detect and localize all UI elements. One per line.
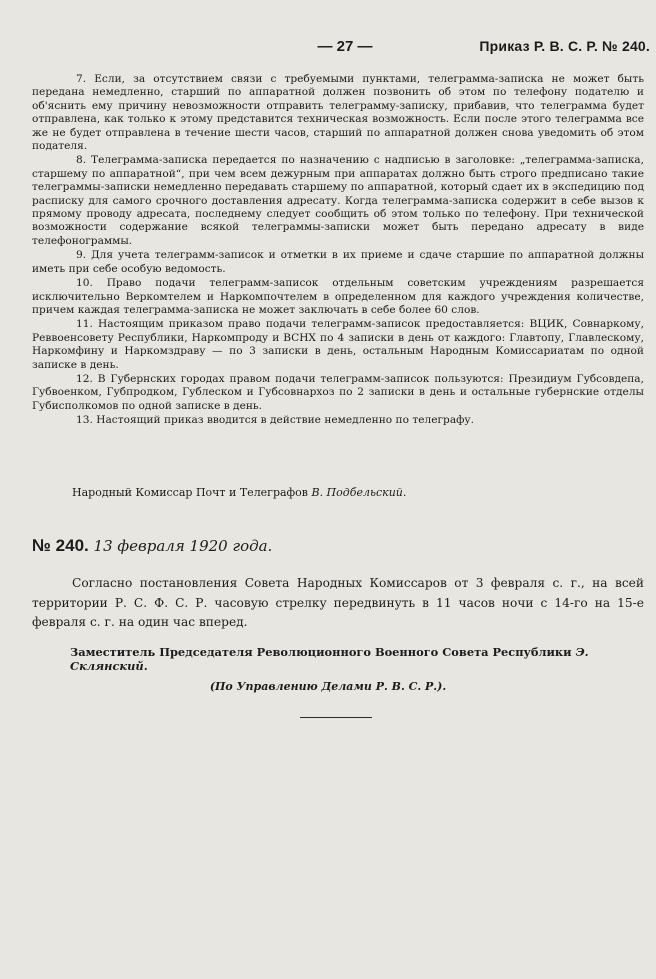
clause-12: 12. В Губернских городах правом подачи телеграмм-записок пользуются: Президиум Губсовдепа, Губвоенком, Губпродком, Гублеском и Губсовнархоз по 2 записки в день и остальные губернские отделы Губисполкомов по одной записке в день. xyxy=(32,372,644,412)
page-header xyxy=(0,38,656,62)
signature-deputy xyxy=(70,645,644,673)
page-number: — 27 — xyxy=(317,38,373,55)
clause-9: 9. Для учета телеграмм-записок и отметки в их приеме и сдаче старшие по аппаратной должны иметь при себе особую ведомость. xyxy=(32,249,644,275)
order-date: 13 февраля 1920 года. xyxy=(93,537,273,555)
signature-name: В. Подбельский. xyxy=(311,486,407,499)
order-reference: Приказ Р. В. С. Р. № 240. xyxy=(479,38,650,54)
closing-rule xyxy=(300,717,372,718)
order-body: Согласно постановления Совета Народных Комиссаров от 3 февраля с. г., на всей территории Р. С. Ф. С. Р. часовую стрелку передвинуть в 11 часов ночи с 14-го на 15-е февраля с. г. на один час вперед. xyxy=(32,576,644,629)
clause-11: 11. Настоящим приказом право подачи телеграмм-записок предоставляется: ВЦИК, Совнаркому, Реввоенсовету Республики, Наркомпроду и ВСНХ по 4 записки в день от каждого: Главтопу, Главлескому, Наркомфину и Наркомздраву — по 3 записки в день, остальным Народным Комиссариатам по одной записке в день. xyxy=(32,318,644,371)
order-number: № 240. xyxy=(32,536,89,555)
clause-8: 8. Телеграмма-записка передается по назначению с надписью в заголовке: „телеграмма-записка, старшему по аппаратной“, при чем всем дежурным при аппаратах должно быть строго предписано такие телеграммы-записки немедленно передавать старшему по аппаратной, который сдает их в экспедицию под расписку для самого срочного доставления адресату. Когда телеграмма-записка содержит в себе вызов к прямому проводу адресата, последнему следует сообщить об этом только по телефону. При технической возможности содержание всякой телеграммы-записки может быть передано адресату в виде телефонограммы. xyxy=(32,154,644,247)
order-heading xyxy=(32,537,632,555)
clause-7: 7. Если, за отсутствием связи с требуемыми пунктами, телеграмма-записка не может быть передана немедленно, старший по аппаратной должен позвонить об этом по телефону подателю и об'яснить ему причину невозможности отправить телеграмму-записку, прибавив, что телеграмма будет отправлена, как только к этому представится техническая возможность. Если после этого телеграмма все же не будет отправлена в течение шести часов, старший по аппаратной должен снова уведомить об этом подателя. xyxy=(32,73,644,153)
signature-name: Э. Склянский. xyxy=(70,645,589,673)
clause-13: 13. Настоящий приказ вводится в действие немедленно по телеграфу. xyxy=(76,414,475,427)
signature-title: Заместитель Председателя Революционного Военного Совета Республики xyxy=(70,645,572,659)
signature-commissar xyxy=(72,486,632,500)
clause-10: 10. Право подачи телеграмм-записок отдельным советским учреждениям разрешается исключительно Веркомтелем и Наркомпочтелем в определенном для каждого учреждения количестве, причем каждая телеграмма-записка не может заключать в себе более 60 слов. xyxy=(32,277,644,316)
signature-title: Народный Комиссар Почт и Телеграфов xyxy=(72,486,308,499)
source-note: (По Управлению Делами Р. В. С. Р.). xyxy=(209,680,447,693)
order-clauses xyxy=(32,73,644,429)
